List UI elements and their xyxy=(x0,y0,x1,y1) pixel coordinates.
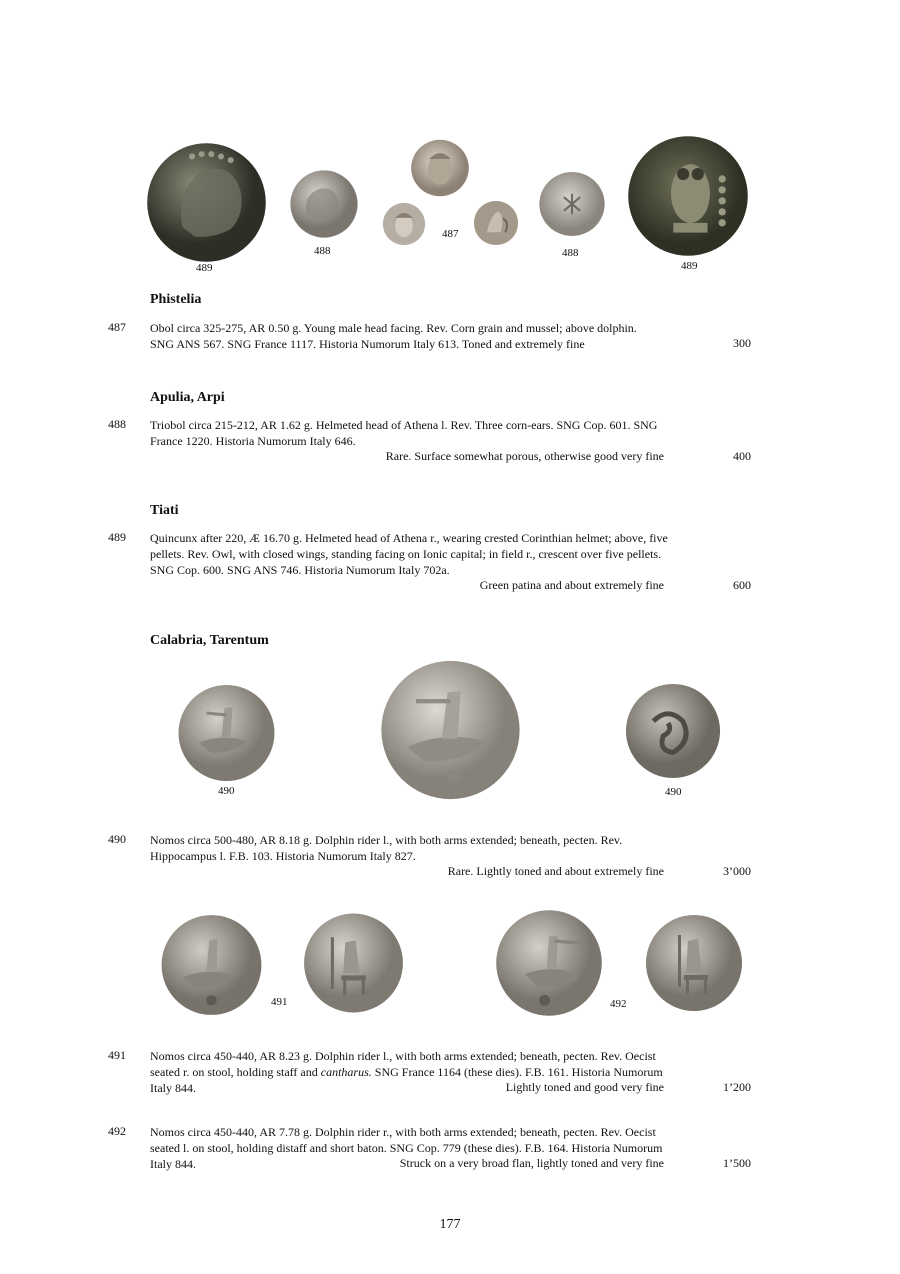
lot-description-line: SNG ANS 567. SNG France 1117. Historia Numorum Italy 613. Toned and extremely fine xyxy=(150,337,585,351)
coin-489-reverse xyxy=(627,135,749,257)
lot-estimate: 400 xyxy=(733,449,751,463)
lot-number: 487 xyxy=(108,320,126,334)
lot-description-line: pellets. Rev. Owl, with closed wings, standing facing on Ionic capital; in field r., crescent over five pellets. xyxy=(150,547,662,561)
lot-estimate: 600 xyxy=(733,578,751,592)
text-span: seated r. on stool, holding staff and xyxy=(150,1065,321,1079)
lot-description-line: Triobol circa 215-212, AR 1.62 g. Helmeted head of Athena l. Rev. Three corn-ears. SNG Cop. 601. SNG xyxy=(150,418,658,432)
figure-label: 489 xyxy=(196,262,213,274)
figure-label: 487 xyxy=(442,228,459,240)
figure-label: 488 xyxy=(314,245,331,257)
lot-condition: Rare. Lightly toned and about extremely fine xyxy=(447,864,664,878)
coin-487-obverse xyxy=(409,138,471,198)
coin-492-obverse xyxy=(493,908,605,1018)
figure-label: 490 xyxy=(665,786,682,798)
section-heading-tiati: Tiati xyxy=(150,503,179,518)
coin-488-reverse xyxy=(537,170,607,238)
figure-label: 492 xyxy=(610,998,627,1010)
coin-492-reverse xyxy=(639,913,749,1013)
figure-label: 491 xyxy=(271,996,288,1008)
coin-491-obverse xyxy=(158,913,265,1017)
lot-description-line: Obol circa 325-275, AR 0.50 g. Young male head facing. Rev. Corn grain and mussel; above dolphin. xyxy=(150,321,637,335)
lot-number: 488 xyxy=(108,417,126,431)
section-heading-tarentum: Calabria, Tarentum xyxy=(150,633,269,648)
figure-label: 488 xyxy=(562,247,579,259)
coin-488-obverse xyxy=(289,169,359,239)
lot-number: 492 xyxy=(108,1124,126,1138)
lot-description xyxy=(150,530,751,578)
coin-491-reverse xyxy=(302,911,405,1015)
lot-description-line: Nomos circa 450-440, AR 8.23 g. Dolphin rider l., with both arms extended; beneath, pecten. Rev. Oecist xyxy=(150,1049,656,1063)
coin-490-obverse-large xyxy=(377,658,524,802)
lot-estimate: 1’200 xyxy=(723,1080,751,1094)
lot-description-line: Nomos circa 500-480, AR 8.18 g. Dolphin rider l., with both arms extended; beneath, pecten. Rev. xyxy=(150,833,623,847)
section-heading-arpi: Apulia, Arpi xyxy=(150,390,225,405)
lot-description-line: Quincunx after 220, Æ 16.70 g. Helmeted head of Athena r., wearing crested Corinthian helmet; above, five xyxy=(150,531,668,545)
coin-490-obverse-small xyxy=(175,683,278,783)
lot-estimate: 300 xyxy=(733,336,751,350)
lot-description-line xyxy=(150,1064,751,1080)
lot-description xyxy=(150,320,751,352)
italic-text: cantharus. xyxy=(320,1065,372,1079)
coin-490-reverse xyxy=(624,682,722,780)
lot-number: 491 xyxy=(108,1048,126,1062)
lot-description-line: SNG Cop. 600. SNG ANS 746. Historia Numorum Italy 702a. xyxy=(150,563,450,577)
coin-489-obverse xyxy=(145,142,268,263)
lot-description xyxy=(150,417,751,449)
lot-description-line: Italy 844. xyxy=(150,1081,196,1095)
coin-487-small-obverse xyxy=(381,202,427,246)
lot-number: 489 xyxy=(108,530,126,544)
page-number: 177 xyxy=(439,1217,461,1232)
section-heading-phistelia: Phistelia xyxy=(150,292,202,307)
lot-condition: Green patina and about extremely fine xyxy=(479,578,664,592)
lot-condition: Rare. Surface somewhat porous, otherwise good very fine xyxy=(385,449,664,463)
lot-description-line: Nomos circa 450-440, AR 7.78 g. Dolphin rider r., with both arms extended; beneath, pecten. Rev. Oecist xyxy=(150,1125,656,1139)
lot-condition: Struck on a very broad flan, lightly toned and very fine xyxy=(399,1156,664,1170)
figure-label: 490 xyxy=(218,785,235,797)
lot-description-line: seated l. on stool, holding distaff and short baton. SNG Cop. 779 (these dies). F.B. 164. Historia Numorum xyxy=(150,1141,663,1155)
coin-487-reverse xyxy=(473,200,519,246)
lot-condition: Lightly toned and good very fine xyxy=(505,1080,664,1094)
lot-description-line: Hippocampus l. F.B. 103. Historia Numorum Italy 827. xyxy=(150,849,416,863)
text-span: SNG France 1164 (these dies). F.B. 161. Historia Numorum xyxy=(371,1065,663,1079)
lot-estimate: 1’500 xyxy=(723,1156,751,1170)
lot-description xyxy=(150,832,751,864)
lot-number: 490 xyxy=(108,832,126,846)
lot-description-line: Italy 844. xyxy=(150,1157,196,1171)
lot-estimate: 3’000 xyxy=(723,864,751,878)
lot-description-line: France 1220. Historia Numorum Italy 646. xyxy=(150,434,356,448)
figure-label: 489 xyxy=(681,260,698,272)
